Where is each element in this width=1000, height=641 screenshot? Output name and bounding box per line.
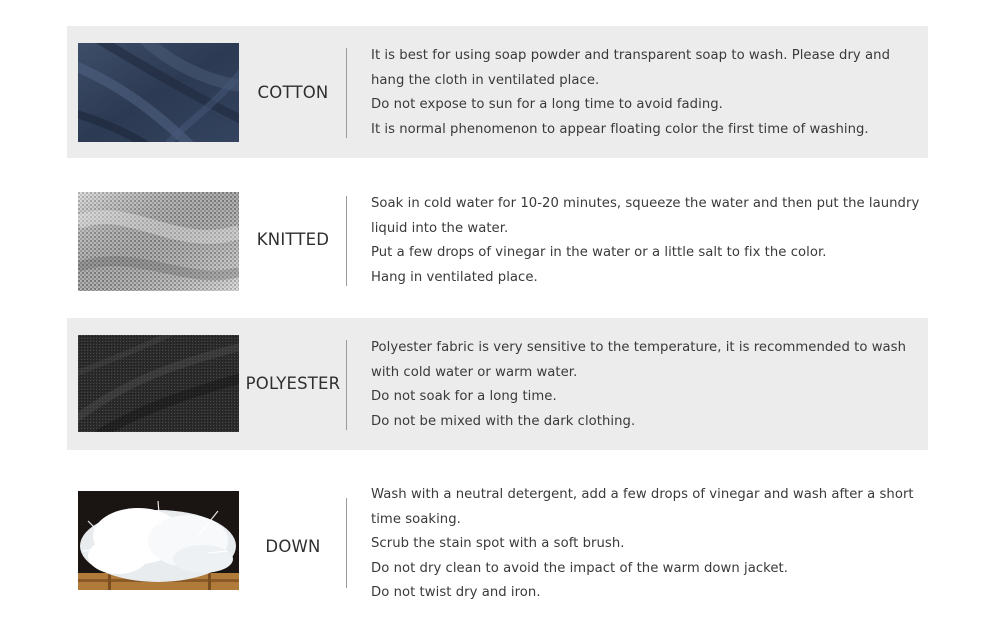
- care-instructions-down: [371, 483, 927, 606]
- fabric-row-down: [67, 464, 928, 614]
- fabric-row-polyester: [67, 318, 928, 450]
- row-divider: [346, 48, 347, 138]
- row-divider: [346, 340, 347, 430]
- cotton-fabric-swatch: [78, 43, 239, 142]
- care-line: Do not twist dry and iron.: [371, 585, 541, 600]
- fabric-row-knitted: [67, 172, 928, 304]
- care-line: Put a few drops of vinegar in the water or a little salt to fix the color.: [371, 245, 827, 260]
- care-line: Soak in cold water for 10-20 minutes, squeeze the water and then put the laundry liquid into the water.: [371, 196, 920, 236]
- fabric-name-knitted: KNITTED: [256, 230, 330, 249]
- care-line: Do not soak for a long time.: [371, 389, 557, 404]
- care-line: Scrub the stain spot with a soft brush.: [371, 536, 625, 551]
- fabric-name-down: DOWN: [265, 537, 321, 556]
- care-line: Do not dry clean to avoid the impact of the warm down jacket.: [371, 560, 788, 576]
- care-instructions-knitted: [371, 192, 927, 290]
- polyester-fabric-swatch: [78, 335, 239, 432]
- down-feather-swatch: [78, 491, 239, 590]
- fabric-name-cotton: COTTON: [257, 83, 329, 102]
- row-divider: [346, 196, 347, 286]
- care-line: It is best for using soap powder and transparent soap to wash. Please dry and hang the cloth in ventilated place.: [371, 48, 890, 88]
- fabric-name-polyester: POLYESTER: [245, 374, 341, 393]
- care-line: Polyester fabric is very sensitive to the temperature, it is recommended to wash with cold water or warm water.: [371, 340, 907, 380]
- fabric-row-cotton: [67, 26, 928, 158]
- care-line: It is normal phenomenon to appear floating color the first time of washing.: [371, 121, 869, 137]
- care-instructions-cotton: [371, 44, 927, 142]
- care-instructions-polyester: [371, 336, 927, 434]
- care-line: Hang in ventilated place.: [371, 269, 538, 285]
- care-line: Do not be mixed with the dark clothing.: [371, 413, 636, 429]
- care-line: Do not expose to sun for a long time to avoid fading.: [371, 97, 723, 112]
- care-line: Wash with a neutral detergent, add a few drops of vinegar and wash after a short time soaking.: [371, 487, 914, 527]
- row-divider: [346, 498, 347, 588]
- knitted-fabric-swatch: [78, 192, 239, 291]
